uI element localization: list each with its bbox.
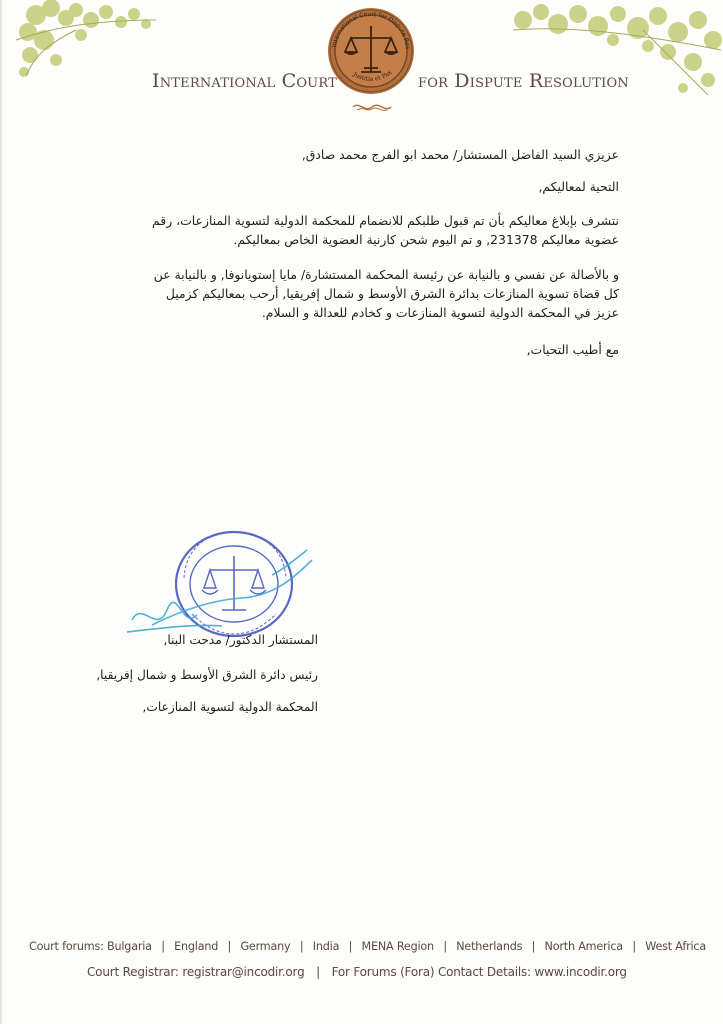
letter-salutation: عزيزي السيد الفاضل المستشار/ محمد ابو الفرج محمد صادق, [301, 147, 619, 162]
letter-paragraph-acceptance: نتشرف بإبلاغ معاليكم بأن تم قبول طلبكم للانضمام للمحكمة الدولية لتسوية المنازعات، رقم عضوية معاليكم 231378, و تم اليوم شحن كارنية العضوية الخاص بمعاليكم. [152, 213, 619, 247]
footer-contact-label: For Forums (Fora) Contact Details: [331, 965, 531, 979]
footer-forum-item: England [174, 940, 219, 953]
court-title-right: for Dispute Resolution [418, 70, 629, 92]
footer-forum-item: MENA Region [361, 940, 434, 953]
footer-forum-item: Bulgaria [107, 940, 152, 953]
footer-forum-item: West Africa [645, 940, 707, 953]
court-title-left: International Court [152, 70, 337, 92]
letter-greeting: التحية لمعاليكم, [538, 179, 619, 194]
footer-registrar-label: Court Registrar: [87, 965, 179, 979]
handwritten-signature [122, 540, 322, 640]
emblem-inscription: International Court for Dispute Res [331, 10, 411, 50]
footer-forum-item: Germany [240, 940, 291, 953]
foliage-left-decoration [16, 0, 166, 80]
signatory-title: رئيس دائرة الشرق الأوسط و شمال إفريقيا, [96, 668, 318, 682]
footer-forum-item: Netherlands [456, 940, 523, 953]
footer-forum-item: North America [544, 940, 623, 953]
flourish-ornament [351, 100, 393, 114]
footer-forum-item: India [312, 940, 340, 953]
letter-paragraph-welcome: و بالأصالة عن نفسي و بالنيابة عن رئيسة المحكمة المستشارة/ مايا إستويانوفا, و بالنيابة عن كل قضاة تسوية المنازعات بدائرة الشرق الأوسط و شمال إفريقيا, أرحب بمعاليكم كزميل عزيز في المحكمة الدولية لتسوية المنازعات و كخادم للعدالة و السلام. [153, 267, 619, 320]
footer-forums-line: Court forums: Bulgaria | England | Germany | India | MENA Region | Netherlands | North America | West Africa [29, 940, 707, 953]
footer-forums-label: Court forums: [29, 940, 104, 953]
signatory-organization: المحكمة الدولية لتسوية المنازعات, [142, 700, 318, 714]
emblem-motto: Justitia et Pax [351, 68, 394, 83]
letter-closing: مع أطيب التحيات, [526, 342, 619, 357]
footer-registrar-email: registrar@incodir.org [182, 965, 305, 979]
signatory-name: المستشار الدكتور/ مدحت البنا, [163, 633, 318, 647]
footer-contact-line: Court Registrar: registrar@incodir.org | For Forums (Fora) Contact Details: www.incodir.org [87, 965, 627, 979]
footer-contact-site: www.incodir.org [534, 965, 627, 979]
court-emblem-logo [326, 6, 416, 96]
